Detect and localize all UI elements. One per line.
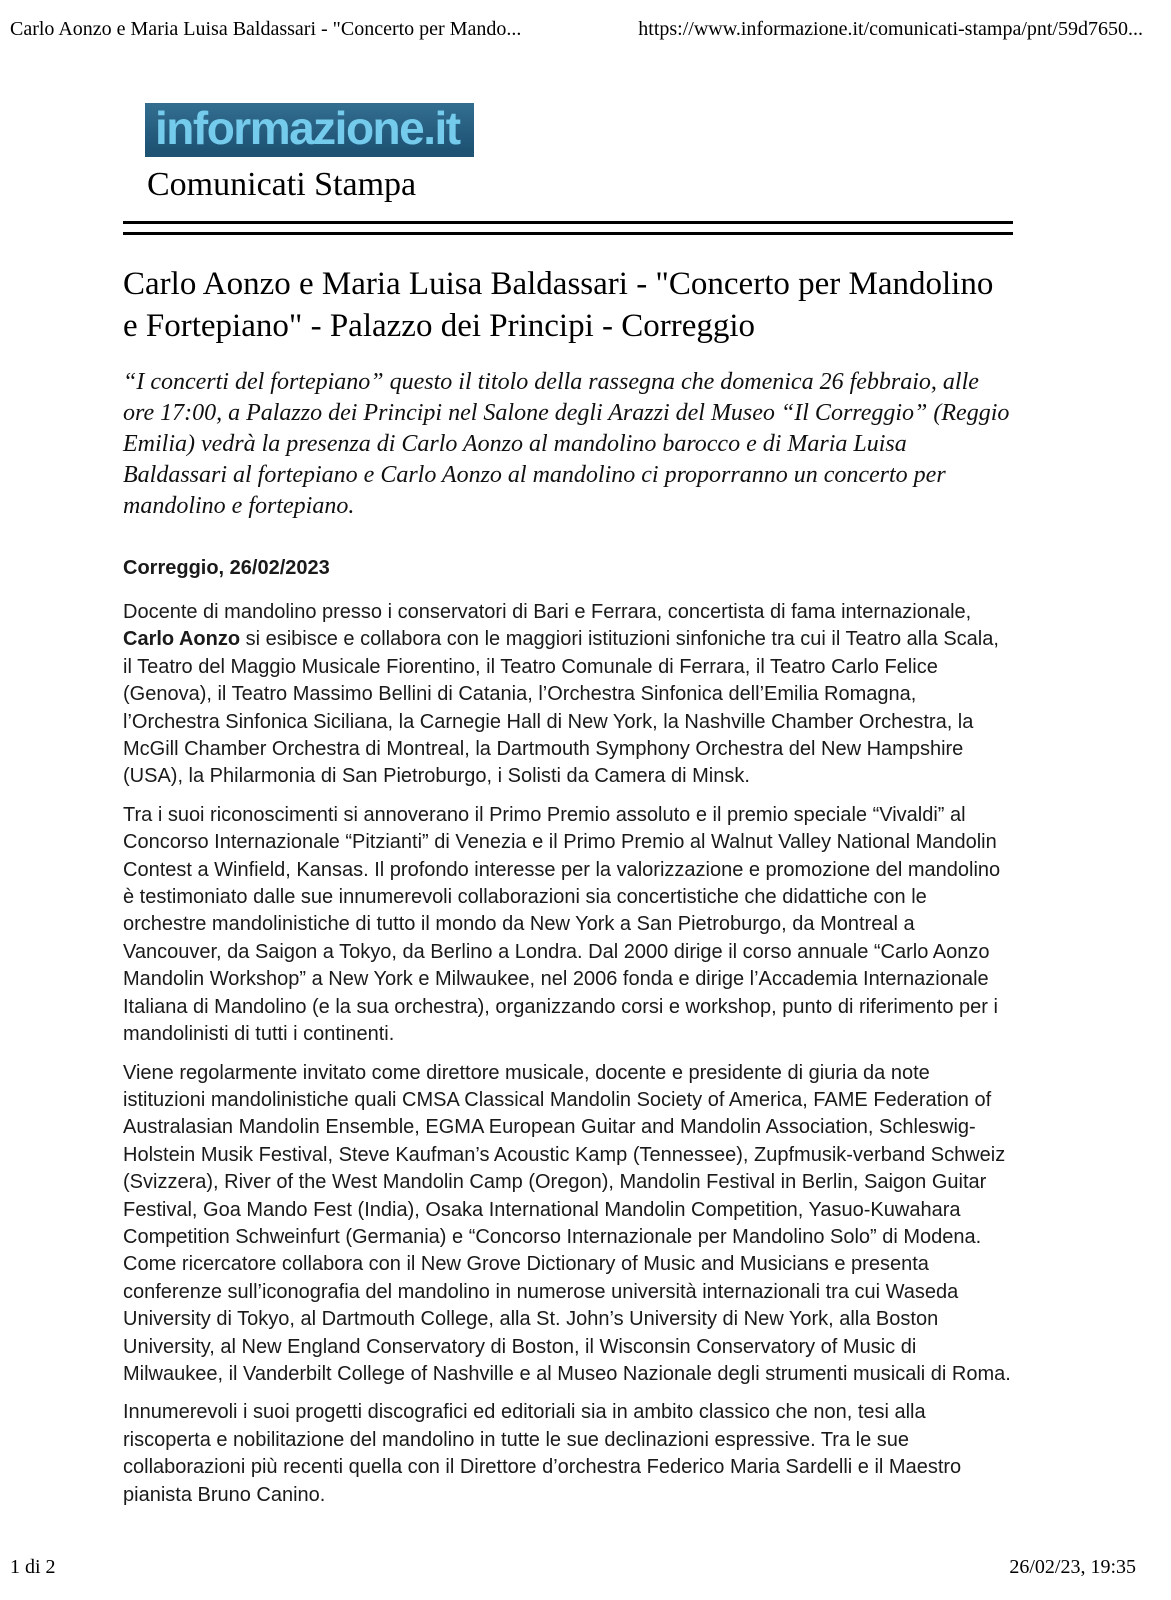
section-title: Comunicati Stampa xyxy=(147,166,417,203)
page-indicator: 1 di 2 xyxy=(10,1556,56,1578)
article-paragraph-3: Viene regolarmente invitato come direttore musicale, docente e presidente di giuria da note istituzioni mandolinistiche quali CMSA Classical Mandolin Society of America, FAME Federation of Australasian Mandolin Ensemble, EGMA European Guitar and Mandolin Association, Schleswig-Holstein Musik Festival, Steve Kaufman’s Acoustic Kamp (Tennessee), Zupfmusik-verband Schweiz (Svizzera), River of the West Mandolin Camp (Oregon), Mandolin Festival in Berlin, Saigon Guitar Festival, Goa Mando Fest (India), Osaka International Mandolin Competition, Yasuo-Kuwahara Competition Schweinfurt (Germania) e “Concorso Internazionale per Mandolino Solo” di Modena. Come ricercatore collabora con il New Grove Dictionary of Music and Musicians e presenta conferenze sull’iconografia del mandolino in numerose università internazionali tra cui Waseda University di Tokyo, al Dartmouth College, alla St. John’s University di New York, alla Boston University, al New England Conservatory di Boston, il Wisconsin Conservatory of Music di Milwaukee, il Vanderbilt College of Nashville e al Museo Nazionale degli strumenti musicali di Roma. xyxy=(123,1061,1011,1385)
article-paragraph-4: Innumerevoli i suoi progetti discografici ed editoriali sia in ambito classico che non, tesi alla riscoperta e nobilitazione del mandolino in tutte le sue declinazioni espressive. Tra le sue collaborazioni più recenti quella con il Direttore d’orchestra Federico Maria Sardelli e il Maestro pianista Bruno Canino. xyxy=(123,1401,962,1506)
article-title: Carlo Aonzo e Maria Luisa Baldassari - "Concerto per Mandolino e Fortepiano" - Palazzo dei Principi - Correggio xyxy=(123,266,994,344)
print-header xyxy=(10,18,1143,41)
informazione-logo: informazione.it xyxy=(145,103,474,157)
article-lead: “I concerti del fortepiano” questo il titolo della rassegna che domenica 26 febbraio, alle ore 17:00, a Palazzo dei Principi nel Salone degli Arazzi del Museo “Il Correggio” (Reggio Emilia) vedrà la presenza di Carlo Aonzo al mandolino barocco e di Maria Luisa Baldassari al fortepiano e Carlo Aonzo al mandolino ci proporranno un concerto per mandolino e fortepiano. xyxy=(123,369,1010,519)
article xyxy=(123,263,1013,1520)
paragraph-text: si esibisce e collabora con le maggiori istituzioni sinfoniche tra cui il Teatro alla Scala, il Teatro del Maggio Musicale Fiorentino, il Teatro Comunale di Ferrara, il Teatro Carlo Felice (Genova), il Teatro Massimo Bellini di Catania, l’Orchestra Sinfonica dell’Emilia Romagna, l’Orchestra Sinfonica Siciliana, la Carnegie Hall di New York, la Nashville Chamber Orchestra, la McGill Chamber Orchestra di Montreal, la Dartmouth Symphony Orchestra del New Hampshire (USA), la Philarmonia di San Pietroburgo, i Solisti da Camera di Minsk. xyxy=(123,628,999,788)
article-paragraph-2: Tra i suoi riconoscimenti si annoverano il Primo Premio assoluto e il premio speciale “Vivaldi” al Concorso Internazionale “Pitzianti” di Venezia e il Primo Premio al Walnut Valley National Mandolin Contest a Winfield, Kansas. Il profondo interesse per la valorizzazione e promozione del mandolino è testimoniato dalle sue innumerevoli collaborazioni sia concertistiche che didattiche con le orchestre mandolinistiche di tutto il mondo da New York a San Pietroburgo, da Montreal a Vancouver, da Saigon a Tokyo, da Berlino a Londra. Dal 2000 dirige il corso annuale “Carlo Aonzo Mandolin Workshop” a New York e Milwaukee, nel 2006 fonda e dirige l’Accademia Internazionale Italiana di Mandolino (e la sua orchestra), organizzando corsi e workshop, punto di riferimento per i mandolinisti di tutti i continenti. xyxy=(123,803,1001,1046)
print-footer xyxy=(10,1556,1136,1579)
paragraph-text: Docente di mandolino presso i conservatori di Bari e Ferrara, concertista di fama internazionale, xyxy=(123,601,972,623)
article-dateline: Correggio, 26/02/2023 xyxy=(123,557,330,579)
person-name-bold: Carlo Aonzo xyxy=(123,628,241,651)
article-paragraph-1 xyxy=(123,599,1013,791)
divider-double-rule xyxy=(123,221,1013,235)
print-timestamp: 26/02/23, 19:35 xyxy=(1009,1556,1136,1578)
print-doc-title: Carlo Aonzo e Maria Luisa Baldassari - "Concerto per Mando... xyxy=(10,18,522,40)
print-url: https://www.informazione.it/comunicati-stampa/pnt/59d7650... xyxy=(638,18,1143,40)
